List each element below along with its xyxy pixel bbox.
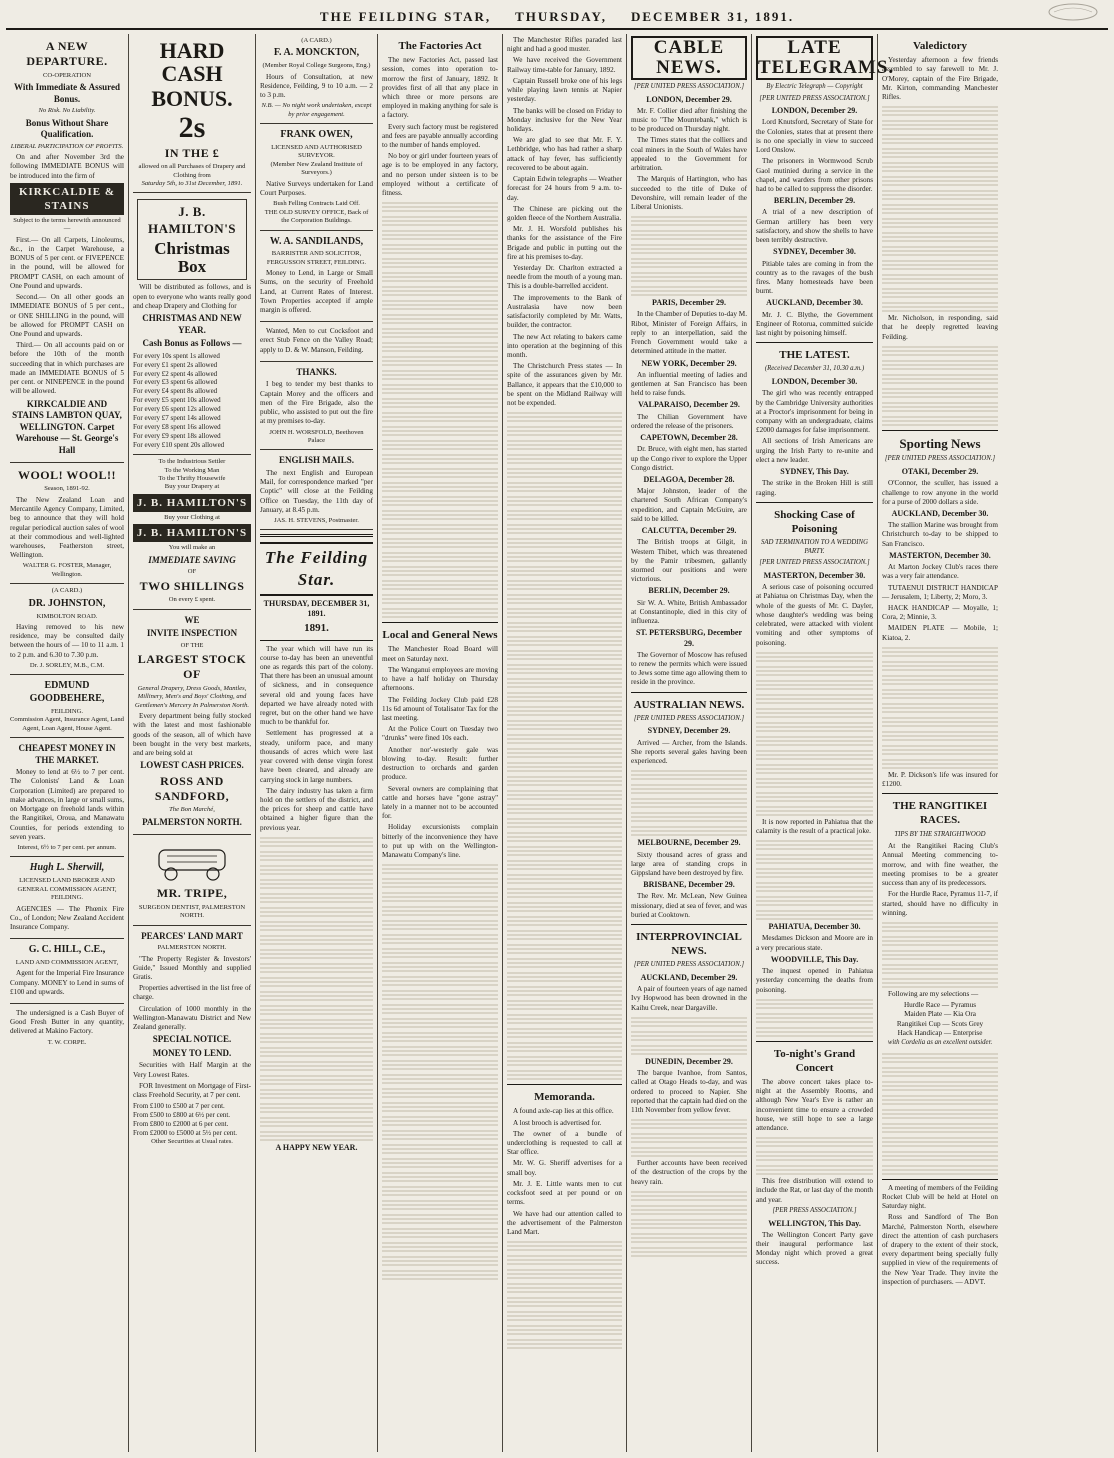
ad-line: To the Thrifty Housewife <box>158 474 226 482</box>
ad-line: SURGEON DENTIST, PALMERSTON NORTH. <box>138 903 246 920</box>
ad-text: FOR Investment on Mortgage of First-class Freehold Security, at 7 per cent. <box>133 1081 251 1100</box>
ad-text: General Drapery, Dress Goods, Mantles, Millinery, Men's and Boys' Clothing, and Gentlemen's Mercery In Palmerston North. <box>134 684 250 709</box>
dateline: CALCUTTA, December 29. <box>641 526 737 536</box>
news-item: Captain Russell broke one of his legs while playing lawn tennis at Napier yesterday. <box>507 76 622 104</box>
news-item: The Christchurch Press states — In spite of the assurances given by Mr. Ballance, it appears that the £10,000 to be spent on the Midland Railway will not be expended. <box>507 362 622 408</box>
news-item: The new Act relating to bakers came into operation at the beginning of this month. <box>507 332 622 359</box>
memo-item: A lost brooch is advertised for. <box>513 1118 602 1127</box>
dateline: MASTERTON, December 30. <box>889 550 991 560</box>
carriage-illustration-icon <box>147 842 237 882</box>
column-7 <box>752 34 895 1452</box>
firm-name: KIRKCALDIE & STAINS <box>10 183 124 215</box>
paper-date: THURSDAY, DECEMBER 31, 1891. <box>263 598 370 619</box>
ad-text: Agent for the Imperial Fire Insurance Company. MONEY to Lend in sums of £100 and upwards. <box>10 969 124 996</box>
ad-line: On every £ spent. <box>168 596 216 604</box>
news-item: Pitiable tales are coming in from the country as to the ravages of the bush fires. Many homesteads have been burnt. <box>756 259 873 296</box>
ink-stamp-icon <box>1046 2 1100 22</box>
news-item: Major Johnston, leader of the chartered South African Company's expedition, and Captain McGuire, are said to be killed. <box>631 487 747 523</box>
news-item: The stallion Marine was brought from Christchurch to-day to be shipped to San Francisco. <box>882 521 998 548</box>
ad-signature: JAS. H. STEVENS, Postmaster. <box>274 517 359 525</box>
news-item: Holiday excursionists complain bitterly of the inconvenience they have to put up with on the Wellington-Manawatu Company's line. <box>382 823 498 860</box>
list-item: Hurdle Race — Pyramus <box>903 1001 977 1010</box>
ad-line: KIMBOLTON ROAD. <box>36 612 98 620</box>
news-item: At the Rangitikei Racing Club's Annual Meeting commencing to-morrow, and with fine weather, the meeting promises to be a greater success than any of its predecessors. <box>882 842 998 888</box>
news-item: A meeting of members of the Feilding Rocket Club will be held at Hotel on Saturday night. <box>882 1183 998 1211</box>
list-item: For every £10 spent 20s allowed <box>133 441 225 450</box>
goodbehere-ad <box>10 675 124 738</box>
dateline: PAHIATUA, December 30. <box>768 922 861 932</box>
hamilton-saving-ad <box>133 455 251 610</box>
ad-signature: WALTER G. FOSTER, Manager, Wellington. <box>22 562 112 578</box>
ad-line: Buy your Drapery at <box>164 483 220 491</box>
sherwill-ad <box>10 857 124 939</box>
ad-title: Hugh L. Sherwill, <box>29 862 105 874</box>
list-item: For every £4 spent 8s allowed <box>133 387 218 396</box>
news-item: Lord Knutsford, Secretary of State for the Colonies, states that at present there is no one specially in view to succeed Lord Onslow. <box>756 118 873 155</box>
memo-item: We have had our attention called to the advertisement of the Palmerston Land Mart. <box>507 1209 622 1237</box>
column-3 <box>256 34 378 1452</box>
news-item: The prisoners in Wormwood Scrub Gaol mutinied during a service in the chapel, and warders from other prisons had to be called to suppress the disorder. <box>756 157 873 194</box>
sandilands-ad <box>260 231 373 323</box>
ad-title: J. B. HAMILTON'S <box>147 204 237 237</box>
news-item: A serious case of poisoning occurred at Pahiatua on Christmas Day, when the whole of the guests of Mr. C. Dayler, whose daughter's wedding was being celebrated, were attacked with violent vomiting and other symptoms of poisoning. <box>756 583 873 647</box>
section-subheading: [PER UNITED PRESS ASSOCIATION.] <box>759 94 870 102</box>
memoranda-heading: Memoranda. <box>534 1091 595 1104</box>
section-subheading: [PER UNITED PRESS ASSOCIATION.] <box>633 82 745 90</box>
interprovincial-news-heading: INTERPROVINCIAL NEWS. <box>636 931 742 958</box>
bonus-list <box>133 352 251 450</box>
news-item: The Manchester Road Board will meet on Saturday next. <box>382 645 498 663</box>
ad-title: A NEW DEPARTURE. <box>26 39 108 69</box>
memo-item: Mr. W. G. Sheriff advertises for a small boy. <box>507 1159 622 1177</box>
column-5 <box>503 34 627 1452</box>
thanks-ad <box>260 362 373 450</box>
ad-line: LOWEST CASH PRICES. <box>140 760 244 771</box>
ad-title: W. A. SANDILANDS, <box>269 235 364 247</box>
ad-line: Bonus Without Share Qualification. <box>25 117 109 140</box>
sporting-news-heading: Sporting News <box>899 435 981 451</box>
ad-line: FEILDING. <box>50 707 84 715</box>
news-item: Captain Edwin telegraphs — Weather forecast for 24 hours from 9 a.m. to-day. <box>507 175 622 202</box>
dateline: LONDON, December 30. <box>771 377 858 387</box>
ad-line: (Member New Zealand Institute of Surveyors.) <box>270 160 363 177</box>
ad-signature: KIRKCALDIE AND STAINS LAMBTON QUAY, WELLINGTON. Carpet Warehouse — St. George's Hall <box>12 398 122 455</box>
news-item: Another nor'-westerly gale was blowing to-day. Result: further destruction to orchards and garden produce. <box>382 745 498 782</box>
ad-text: Every department being fully stocked with the latest and most fashionable goods of the season, all of which have been bought in the very best markets, and are being sold at <box>133 712 251 757</box>
factories-act-heading: The Factories Act <box>398 40 482 52</box>
ad-line: BARRISTER AND SOLICITOR, <box>271 250 362 258</box>
ad-signature: Dr. J. SORLEY, M.B., C.M. <box>29 661 105 669</box>
news-item: Following are my selections — <box>888 989 979 998</box>
ad-title: MR. TRIPE, <box>156 886 228 901</box>
paper-year: 1891. <box>304 622 329 635</box>
memo-item: Mr. J. E. Little wants men to cut cocksfoot seed at per pound or on terms. <box>507 1179 622 1207</box>
news-item: Mr. F. Collier died after finishing the music to "The Mountebank," which is to be produced on Thursday night. <box>631 106 747 134</box>
ad-text: Commission Agent, Insurance Agent, Land Agent, Loan Agent, House Agent. <box>10 716 124 732</box>
rangitikei-races-heading: THE RANGITIKEI RACES. <box>892 800 988 827</box>
ad-text: allowed on all Purchases of Drapery and Clothing from <box>138 163 246 179</box>
list-item: For every 10s spent 1s allowed <box>133 351 220 360</box>
ad-text: Circulation of 1000 monthly in the Wellington-Manawatu District and New Zealand generally. <box>133 1004 251 1032</box>
news-item: The girl who was recently entrapped by the Cambridge University authorities at a Proctor's imprisonment for being in company with an undergraduate, claims £2000 damages for false imprisonment. <box>756 389 873 435</box>
editorial-paragraph: Settlement has progressed at a steady, uniform pace, and many thousands of acres which were last year covered with dense virgin forest have been cleared, and already are carrying stock in large numbers. <box>260 729 373 784</box>
english-mails-ad <box>260 450 373 530</box>
masthead <box>6 6 1108 30</box>
dateline: WOODVILLE, This Day. <box>770 954 859 964</box>
news-item: The Marquis of Hartington, who has succeeded to the title of Duke of Devonshire, will remain leader of the Liberal Unionists. <box>631 175 747 211</box>
news-item: Mr. Nicholson, in responding, said that he deeply regretted leaving Feilding. <box>882 314 998 341</box>
columns <box>6 34 1108 1452</box>
hamilton-christmas-ad <box>133 193 251 455</box>
news-item: The Wanganui employees are moving to have a half holiday on Thursday afternoons. <box>382 665 498 693</box>
list-item: For every £5 spent 10s allowed <box>133 396 221 405</box>
ad-title: ENGLISH MAILS. <box>278 455 355 466</box>
list-item: For every £7 spent 14s allowed <box>133 414 221 423</box>
dateline: WELLINGTON, This Day. <box>768 1218 861 1228</box>
ad-line: With Immediate & Assured Bonus. <box>14 82 120 104</box>
paper-title: The Feilding Star. <box>260 542 373 596</box>
news-item: The Wellington Concert Party gave their inaugural performance last Monday night which proved a great success. <box>756 1230 873 1267</box>
section-subheading: [PER UNITED PRESS ASSOCIATION.] <box>884 455 996 463</box>
news-item: Mr. J. H. Worsfold publishes his thanks for the assistance of the Fire Brigade and public in putting out the fire at his premises to-day. <box>507 225 622 261</box>
issue-day: THURSDAY, <box>515 9 607 24</box>
ad-line: Season, 1891-92. <box>44 485 90 493</box>
column-6 <box>627 34 752 1452</box>
dateline: AUCKLAND, December 29. <box>640 972 738 982</box>
dateline: MASTERTON, December 30. <box>763 570 866 580</box>
ad-text: Having removed to his new residence, may be consulted daily between the hours of — 10 to 11 a.m. 1 to 2 p.m. and 6.30 to 7.30 p.m. <box>10 622 124 659</box>
news-item: Arrived — Archer, from the Islands. She reports several gales having been experienced. <box>631 738 747 766</box>
news-item: The Times states that the colliers and coal miners in the South of Wales have appealed to the Government for arbitration. <box>631 136 747 173</box>
ad-line: MONEY TO LEND. <box>152 1047 232 1058</box>
column-4 <box>378 34 503 1452</box>
poisoning-heading: Shocking Case of Poisoning <box>774 508 855 535</box>
news-item: The banks will be closed on Friday to Monday inclusive for the New Year holidays. <box>507 106 622 133</box>
news-item: The Rev. Mr. McLean, New Guinea missionary, died at sea of fever, and was buried at Cooktown. <box>631 892 748 919</box>
section-subheading: (Received December 31, 10.30 a.m.) <box>764 365 865 373</box>
ad-title: FRANK OWEN, <box>280 129 353 141</box>
section-subheading: with Cordelia as an excellent outsider. <box>887 1039 993 1047</box>
editorial-paragraph: The dairy industry has taken a firm hold on the settlers of the district, and the prices for sheep and cattle have obtained a higher figure than the previous year. <box>260 786 373 832</box>
ad-line: Buy your Clothing at <box>164 513 220 521</box>
ad-line: Interest, 6½ to 7 per cent. per annum. <box>17 843 117 851</box>
ad-line: CHRISTMAS AND NEW YEAR. <box>142 313 242 335</box>
ad-text: Properties advertised in the list free of charge. <box>133 984 251 1002</box>
news-item: At the Police Court on Tuesday two "drunks" were fined 10s each. <box>382 725 498 743</box>
dateline: AUCKLAND, December 30. <box>766 298 863 308</box>
news-item: Several owners are complaining that cattle and horses have "gone astray" lately in a manner not to be accounted for. <box>382 784 498 821</box>
news-item: The above concert takes place to-night at the Assembly Rooms, and although New Year's Eve is rather an inconvenient time to ensure a crowded house, we still hope to see a large attendance. <box>756 1077 873 1132</box>
section-subheading: [PER UNITED PRESS ASSOCIATION.] <box>633 961 745 969</box>
ad-signature: JOHN H. WORSFOLD, Beethoven Palace <box>269 428 364 444</box>
ad-title: BONUS. <box>151 86 233 112</box>
news-item: The barque Ivanhoe, from Santos, called at Otago Heads to-day, and was ordered to proceed to Napier. She reported that the captain had died on the 11th November from yellow fever. <box>631 1069 747 1114</box>
ad-text: Money to lend at 6½ to 7 per cent. The Colonists' Land & Loan Corporation (Limited) are prepared to make advances, in large or small sums, on Mortgage on freehold lands within the Rangitikei, Oroua, and Manawatu Counties, for periods extending to seven years. <box>10 768 124 841</box>
the-latest-heading: THE LATEST. <box>779 349 850 362</box>
ad-line: LIBERAL PARTICIPATION OF PROFITS. <box>10 142 124 150</box>
section-subheading: [PER UNITED PRESS ASSOCIATION.] <box>633 714 745 722</box>
news-item: The Chilian Government have ordered the release of the prisoners. <box>631 412 747 430</box>
local-general-heading: Local and General News <box>382 629 498 642</box>
ad-line: TWO SHILLINGS <box>139 578 245 593</box>
dateline: BERLIN, December 29. <box>773 196 856 206</box>
news-item: Ross and Sandford of The Bon Marché, Palmerston North, elsewhere direct the attention of cash purchasers of drapery to the extent of their stock, every department being specially fully supplied in view of the requirements of the New Year Trade. They invite the inspection of purchasers. — ADVT. <box>882 1213 998 1286</box>
news-item: O'Connor, the sculler, has issued a challenge to row anyone in the world for a purse of 2000 dollars a side. <box>882 479 998 506</box>
race-tips-list <box>882 1001 998 1038</box>
ad-text: The next English and European Mail, for correspondence marked "per Coptic" will close at the Feilding Office on Tuesday, the 11th day of January, at 8.45 p.m. <box>260 468 373 514</box>
ad-text: The undersigned is a Cash Buyer of Good Fresh Butter in any quantity, delivered at Makino Factory. <box>10 1009 124 1036</box>
ad-text: On and after November 3rd the following IMMEDIATE BONUS will be introduced into the firm of <box>10 153 124 180</box>
ad-line: OF <box>187 568 197 576</box>
ad-title: G. C. HILL, C.E., <box>28 944 106 956</box>
dateline: VALPARAISO, December 29. <box>638 400 740 410</box>
ad-line: CO-OPERATION <box>43 71 91 79</box>
news-item: For the Hurdle Race, Pyramus 11-7, if started, should have no difficulty in winning. <box>882 890 998 917</box>
ad-line: LICENSED AND AUTHORISED SURVEYOR. <box>271 144 362 160</box>
article-paragraph: No boy or girl under fourteen years of age is to be employed in any factory, and no person under sixteen is to be employed without a certificate of fitness. <box>382 152 498 198</box>
news-item: HACK HANDICAP — Moyalle, 1; Cora, 2; Minnie, 3. <box>882 604 998 622</box>
section-subheading: [PER UNITED PRESS ASSOCIATION.] <box>759 559 870 567</box>
news-item: A pair of fourteen years of age named Ivy Hopwood has been drowned in the Kaihu Creek, near Dargaville. <box>631 985 747 1012</box>
dateline: OTAKI, December 29. <box>901 467 979 477</box>
news-item: Mr. J. C. Blythe, the Government Engineer of Rotorua, committed suicide last night by poisoning himself. <box>756 310 873 338</box>
ad-line: The Bon Marché, <box>169 806 215 814</box>
dateline: BRISBANE, December 29. <box>643 880 735 890</box>
ad-line: No Risk. No Liability. <box>38 107 96 115</box>
list-item: From £100 to £500 at 7 per cent. <box>133 1102 225 1111</box>
ad-line: OF THE <box>180 641 204 649</box>
news-item: Sir W. A. White, British Ambassador at Constantinople, died in this city of influenza. <box>631 598 747 626</box>
memo-item: The owner of a bundle of underclothing is requested to call at Star office. <box>507 1129 622 1157</box>
ad-text: Third.— On all accounts paid on or before the 10th of the month succeeding that in which purchases are made an IMMEDIATE BONUS of 5 per cent. or NINEPENCE in the pound will be allowed. <box>10 341 124 396</box>
ad-title: Christmas Box <box>154 238 230 276</box>
ad-title: EDMUND GOODBEHERE, <box>29 680 105 705</box>
dateline: CAPETOWN, December 28. <box>640 433 738 443</box>
ad-line: IN THE £ <box>164 145 220 160</box>
butter-ad <box>10 1004 124 1051</box>
ad-line: Bush Felling Contracts Laid Off. <box>273 200 360 208</box>
ad-text: Native Surveys undertaken for Land Court Purposes. <box>260 179 373 197</box>
johnston-card-ad <box>10 584 124 675</box>
dateline: LONDON, December 29. <box>646 94 732 104</box>
dateline: DELAGOA, December 28. <box>643 474 735 484</box>
ad-line: You will make an <box>168 544 216 552</box>
ad-line: THE OLD SURVEY OFFICE, Back of the Corporation Buildings. <box>264 208 369 225</box>
list-item: From £800 to £2000 at 6 per cent. <box>133 1120 229 1129</box>
news-item: Sixty thousand acres of grass and large area of standing crops in Gippsland have been destroyed by fire. <box>631 850 747 877</box>
concert-heading: To-night's Grand Concert <box>773 1047 856 1074</box>
list-item: From £2000 to £5000 at 5½ per cent. <box>133 1129 238 1138</box>
ad-title: HARD CASH <box>159 38 225 87</box>
ad-line: To the Working Man <box>164 466 220 474</box>
ad-text: Subject to the terms herewith announced — <box>13 216 121 233</box>
news-item: An influential meeting of ladies and gentlemen at San Francisco has been held to raise funds. <box>631 370 747 398</box>
ad-text: Securities with Half Margin at the Very Lowest Rates. <box>133 1061 251 1079</box>
ad-line: (A CARD.) <box>51 587 83 595</box>
pearces-land-mart-ad <box>133 926 251 1151</box>
memo-item: A found axle-cap lies at this office. <box>513 1107 614 1116</box>
section-subheading: SAD TERMINATION TO A WEDDING PARTY. <box>761 538 868 555</box>
dateline: MELBOURNE, December 29. <box>637 838 741 848</box>
list-item: Rangitikei Cup — Scots Grey <box>896 1019 984 1028</box>
dateline: AUCKLAND, December 30. <box>891 509 989 519</box>
ad-text: Money to Lend, in Large or Small Sums, on the security of Freehold Land, at Current Rates of Interest. Town Properties accepted if ample margin is offered. <box>260 269 373 315</box>
ad-line: Other Securities at Usual rates. <box>151 1138 233 1146</box>
valedictory-heading: Valedictory <box>913 40 967 52</box>
australian-news-heading: AUSTRALIAN NEWS. <box>633 698 745 711</box>
list-item: For every £8 spent 16s allowed <box>133 423 221 432</box>
editorial-signoff: A HAPPY NEW YEAR. <box>275 1142 358 1152</box>
news-item: We have received the Government Railway time-table for January, 1892. <box>507 56 622 74</box>
dateline: SYDNEY, This Day. <box>780 467 849 477</box>
wanted-ad <box>260 322 373 362</box>
ad-line: PALMERSTON NORTH. <box>142 816 242 827</box>
news-item: The inquest opened in Pahiatua yesterday concerning the deaths from poisoning. <box>756 967 873 994</box>
news-item: In the Chamber of Deputies to-day M. Ribot, Minister of Foreign Affairs, in reply to an interpellation, said the French Government would take a determined attitude in the matter. <box>631 310 747 356</box>
section-subheading: TIPS BY THE STRAIGHTWOOD <box>894 830 986 838</box>
news-item: The Chinese are picking out the golden fleece of the Northern Australia. <box>507 204 622 222</box>
list-item: For every £3 spent 6s allowed <box>133 378 218 387</box>
editorial-paragraph: The year which will have run its course to-day has been an uneventful one as regards this part of the colony. That there has been an unusual amount of sickness, and in consequence several old and young faces have departed we have already noted with regret, but on the other hand we have much to be thankful for. <box>260 644 373 727</box>
ad-text: AGENCIES — The Phœnix Fire Co., of London; New Zealand Accident Insurance Company. <box>10 904 124 931</box>
ad-title: DR. JOHNSTON, <box>28 597 106 609</box>
list-item: From £500 to £800 at 6½ per cent. <box>133 1111 231 1120</box>
ad-title: PEARCES' LAND MART <box>141 930 243 941</box>
dateline: BERLIN, December 29. <box>648 586 730 596</box>
column-8 <box>878 34 1002 1452</box>
news-item: The improvements to the Bank of Australasia have now been satisfactorily completed by Mr. Watts, builder, the contractor. <box>507 293 622 330</box>
firm-name: ROSS AND SANDFORD, <box>154 773 230 804</box>
ad-text: I beg to tender my best thanks to Captain Morey and the officers and men of the Fire Brigade, also the public, who assisted to put out the fire at my premises to-day. <box>260 380 373 426</box>
news-item: Yesterday Dr. Charlton extracted a needle from the mouth of a young man. This is a double-barrelled accident. <box>507 264 622 291</box>
news-item: TUTAENUI DISTRICT HANDICAP — Jerusalem, 1; Liberty, 2; Moro, 3. <box>882 583 998 601</box>
monckton-card-ad <box>260 34 373 124</box>
ad-line: To the Industrious Settler <box>158 458 226 466</box>
news-item: Yesterday afternoon a few friends assembled to say farewell to Mr. J. O'Morey, captain of the Fire Brigade, Mr. Kirton, commanding Manchester Rifles. <box>882 56 998 101</box>
news-item: The Governor of Moscow has refused to renew the permits which were issued to Jews some time ago allowing them to reside in the province. <box>631 650 747 687</box>
frank-owen-ad <box>260 124 373 230</box>
news-item: MAIDEN PLATE — Mobile, 1; Kiatoa, 2. <box>882 624 998 642</box>
ad-text: Hours of Consultation, at new Residence, Feilding, 9 to 10 a.m. — 2 to 3 p.m. <box>260 72 373 100</box>
ad-signature: T. W. CORPE. <box>47 1038 87 1046</box>
list-item: For every £9 spent 18s allowed <box>133 432 221 441</box>
news-item: Mr. P. Dickson's life was insured for £1200. <box>882 770 998 789</box>
firm-name: J. B. HAMILTON'S <box>133 524 251 542</box>
list-item: Maiden Plate — Kia Ora <box>904 1010 976 1019</box>
news-item: The Manchester Rifles paraded last night and had a good muster. <box>507 36 622 54</box>
ad-line: N.B. — No night work undertaken, except by prior engagement. <box>261 102 372 118</box>
list-item: For every £1 spent 2s allowed <box>133 360 218 369</box>
news-item: Further accounts have been received of the destruction of the crops by the heavy rain. <box>631 1159 747 1186</box>
ad-line: WE <box>184 614 200 625</box>
tripe-dentist-ad <box>133 835 251 925</box>
news-item: At Marton Jockey Club's races there was a very fair attendance. <box>882 563 998 581</box>
dateline: SYDNEY, December 30. <box>773 247 856 257</box>
ad-line: Cash Bonus as Follows — <box>142 338 242 349</box>
ad-text: Wanted, Men to cut Cocksfoot and erect Stub Fence on the Valley Road; apply to D. & W. Manson, Feilding. <box>260 327 373 354</box>
news-item: Dr. Bruce, with eight men, has started up the Congo river to explore the Upper Congo district. <box>631 445 747 472</box>
news-item: The strike in the Broken Hill is still raging. <box>756 479 873 497</box>
hill-ad <box>10 939 124 1004</box>
dentist-illustration <box>133 842 251 882</box>
ad-text: First.— On all Carpets, Linoleums, &c., in the Carpet Warehouse, a BONUS of 5 per cent. or FIVEPENCE in the pound, will be allowed for PROMPT CASH, on each amount of One Pound and upwards. <box>10 235 124 290</box>
ad-line: IMMEDIATE SAVING <box>148 554 236 565</box>
ad-text: The New Zealand Loan and Mercantile Agency Company, Limited, beg to announce that they will hold regular periodical auction sales of wool at their commodious and well-lighted warehouses, Featherston street, Wellington. <box>10 495 124 560</box>
dateline: DUNEDIN, December 29. <box>645 1056 733 1066</box>
news-item: A trial of a new description of German artillery has been very satisfactory, and show the shells to have been terribly destructive. <box>756 208 873 245</box>
section-subheading: [PER PRESS ASSOCIATION.] <box>772 1206 857 1214</box>
article-paragraph: Every such factory must be registered and fees are payable annually according to the number of hands employed. <box>382 122 498 150</box>
ad-text: Second.— On all other goods an IMMEDIATE BONUS of 5 per cent., or ONE SHILLING in the pound, will be allowed for PROMPT CASH on One Pound and upwards. <box>10 293 124 338</box>
news-item: All sections of Irish Americans are urging the Irish Party to re-unite and elect a new leader. <box>756 437 873 464</box>
news-item: We are glad to see that Mr. F. Y. Lethbridge, who has had rather a sharp attack of hay fever, has sufficiently recovered to be about again. <box>507 136 622 172</box>
ad-title: CHEAPEST MONEY IN THE MARKET. <box>18 743 116 765</box>
ad-line: LARGEST STOCK OF <box>137 652 247 682</box>
dateline: SYDNEY, December 29. <box>647 726 731 736</box>
cheapest-money-ad <box>10 738 124 857</box>
ad-line: (A CARD.) <box>301 37 332 44</box>
column-2 <box>129 34 256 1452</box>
issue-date: DECEMBER 31, 1891. <box>630 9 795 24</box>
news-item: Mesdames Dickson and Moore are in a very precarious state. <box>756 934 873 952</box>
ad-line: SPECIAL NOTICE. <box>152 1034 232 1045</box>
ad-line: LAND AND COMMISSION AGENT, <box>15 958 119 966</box>
late-telegrams-heading: LATE TELEGRAMS. <box>758 37 895 78</box>
hard-cash-bonus-ad <box>133 34 251 193</box>
wool-ad <box>10 463 124 584</box>
news-item: The British troops at Gilgit, in Western Thibet, which was threatened by the Pamir tribesmen, gallantly stormed our positions and were victorious. <box>631 538 747 584</box>
cable-news-heading: CABLE NEWS. <box>631 36 747 80</box>
cooperation-ad <box>10 34 124 463</box>
column-1 <box>6 34 129 1452</box>
dateline: LONDON, December 29. <box>771 106 858 116</box>
ad-text: Will be distributed as follows, and is open to everyone who wants really good and cheap Drapery and Clothing for <box>133 283 251 310</box>
ad-title: F. A. MONCKTON, <box>273 47 360 59</box>
paper-name: THE FEILDING STAR, <box>319 9 492 24</box>
ad-line: Saturday 5th, to 31st December, 1891. <box>141 180 243 188</box>
news-item: The Feilding Jockey Club paid £28 11s 6d amount of Totalisator Tax for the last meeting. <box>382 695 498 722</box>
firm-name: J. B. HAMILTON'S <box>133 494 251 512</box>
ad-line: FERGUSSON STREET, FEILDING. <box>266 258 367 266</box>
dateline: ST. PETERSBURG, December 29. <box>635 628 743 648</box>
list-item: For every £2 spent 4s allowed <box>133 369 218 378</box>
news-item: It is now reported in Pahiatua that the calamity is the result of a practical joke. <box>756 817 873 835</box>
dateline: NEW YORK, December 29. <box>641 358 737 368</box>
ad-line: INVITE INSPECTION <box>146 628 238 639</box>
ad-title: THANKS. <box>296 366 337 377</box>
ad-title: WOOL! WOOL!! <box>17 468 117 483</box>
list-item: For every £6 spent 12s allowed <box>133 405 221 414</box>
article-paragraph: The new Factories Act, passed last session, comes into operation to-morrow the first of January, 1892. It provides first of all that any place in which three or more persons are employed in making anything for sale is a factory. <box>382 56 498 120</box>
list-item: Hack Handicap — Enterprise <box>897 1028 983 1037</box>
rates-list <box>133 1102 251 1138</box>
dateline: PARIS, December 29. <box>652 298 726 308</box>
news-item: This free distribution will extend to include the Rat, or last day of the month and year. <box>756 1177 873 1204</box>
ad-line: (Member Royal College Surgeons, Eng.) <box>262 62 371 70</box>
section-subheading: By Electric Telegraph — Copyright <box>766 82 863 90</box>
ross-sandford-ad <box>133 610 251 836</box>
ad-text: "The Property Register & Investors' Guide," Issued Monthly and supplied Gratis. <box>133 954 251 982</box>
bonus-amount: 2s <box>178 111 206 145</box>
ad-line: PALMERSTON NORTH. <box>157 944 227 952</box>
ad-line: LICENSED LAND BROKER AND GENERAL COMMISSION AGENT, FEILDING. <box>17 877 117 902</box>
